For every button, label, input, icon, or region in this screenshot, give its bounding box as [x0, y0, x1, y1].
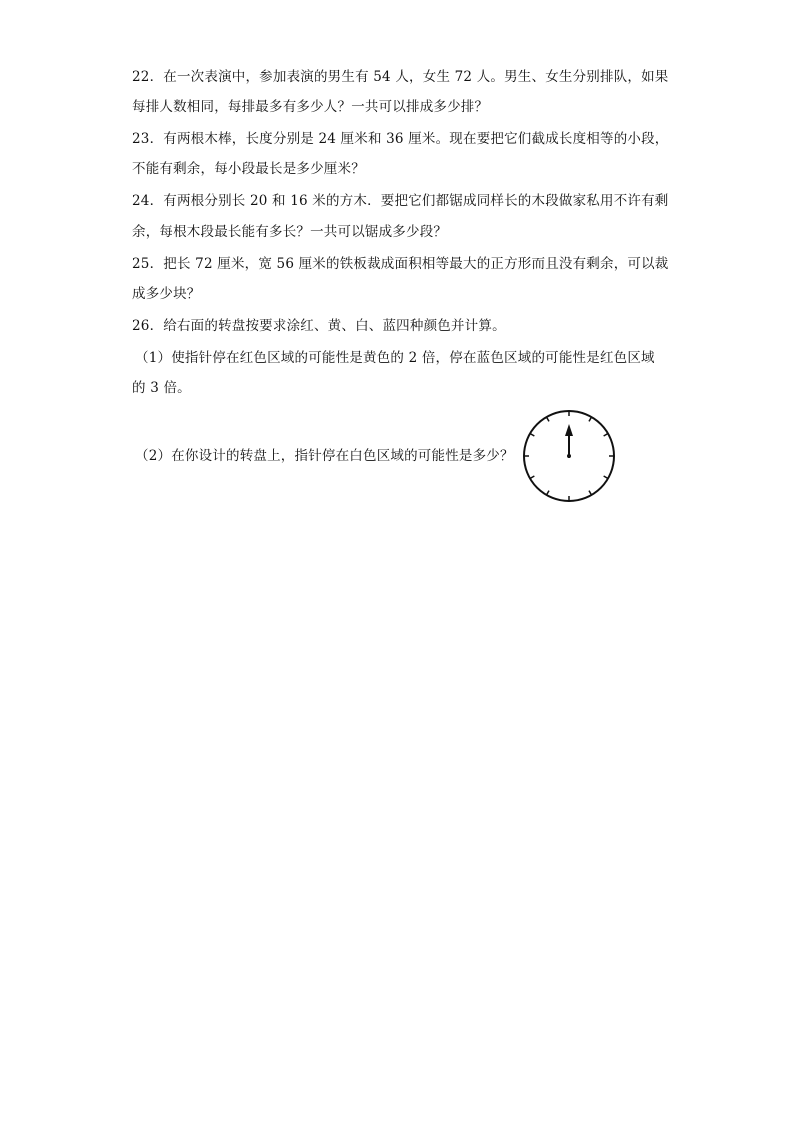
q22-line-2: 每排人数相同，每排最多有多少人？一共可以排成多少排？: [132, 99, 489, 115]
q26-sub1-line-2: 的 3 倍。: [132, 380, 191, 396]
q22-line-1: 22．在一次表演中，参加表演的男生有 54 人，女生 72 人。男生、女生分别排队，如果: [132, 69, 669, 85]
spinner-tick: [604, 476, 608, 479]
spinner-tick: [530, 434, 534, 437]
spinner-tick: [604, 434, 608, 437]
spinner-tick: [530, 476, 534, 479]
q24-line-1: 24．有两根分别长 20 和 16 米的方木．要把它们都锯成同样长的木段做家私用不许有剩: [132, 193, 669, 209]
q25-line-1: 25．把长 72 厘米，宽 56 厘米的铁板裁成面积相等最大的正方形而且没有剩余，可以裁: [132, 256, 669, 272]
spinner-tick: [547, 417, 550, 421]
q26-sub1-line-1: （1）使指针停在红色区域的可能性是黄色的 2 倍，停在蓝色区域的可能性是红色区域: [135, 350, 655, 366]
q25-line-2: 成多少块？: [132, 286, 201, 302]
spinner-dial-svg: [521, 408, 617, 504]
spinner-dial-icon: [521, 408, 617, 504]
q23-line-2: 不能有剩余，每小段最长是多少厘米？: [132, 161, 365, 177]
spinner-tick: [589, 491, 592, 495]
spinner-tick: [547, 491, 550, 495]
spinner-tick: [589, 417, 592, 421]
q26-sub2-line-1: （2）在你设计的转盘上，指针停在白色区域的可能性是多少？: [135, 448, 514, 464]
q26-line-1: 26．给右面的转盘按要求涂红、黄、白、蓝四种颜色并计算。: [132, 318, 506, 334]
spinner-pointer-head: [565, 424, 573, 436]
q23-line-1: 23．有两根木棒，长度分别是 24 厘米和 36 厘米。现在要把它们截成长度相等的小段，: [132, 131, 669, 147]
q24-line-2: 余，每根木段最长能有多长？一共可以锯成多少段？: [132, 224, 448, 240]
spinner-hub: [567, 454, 571, 458]
